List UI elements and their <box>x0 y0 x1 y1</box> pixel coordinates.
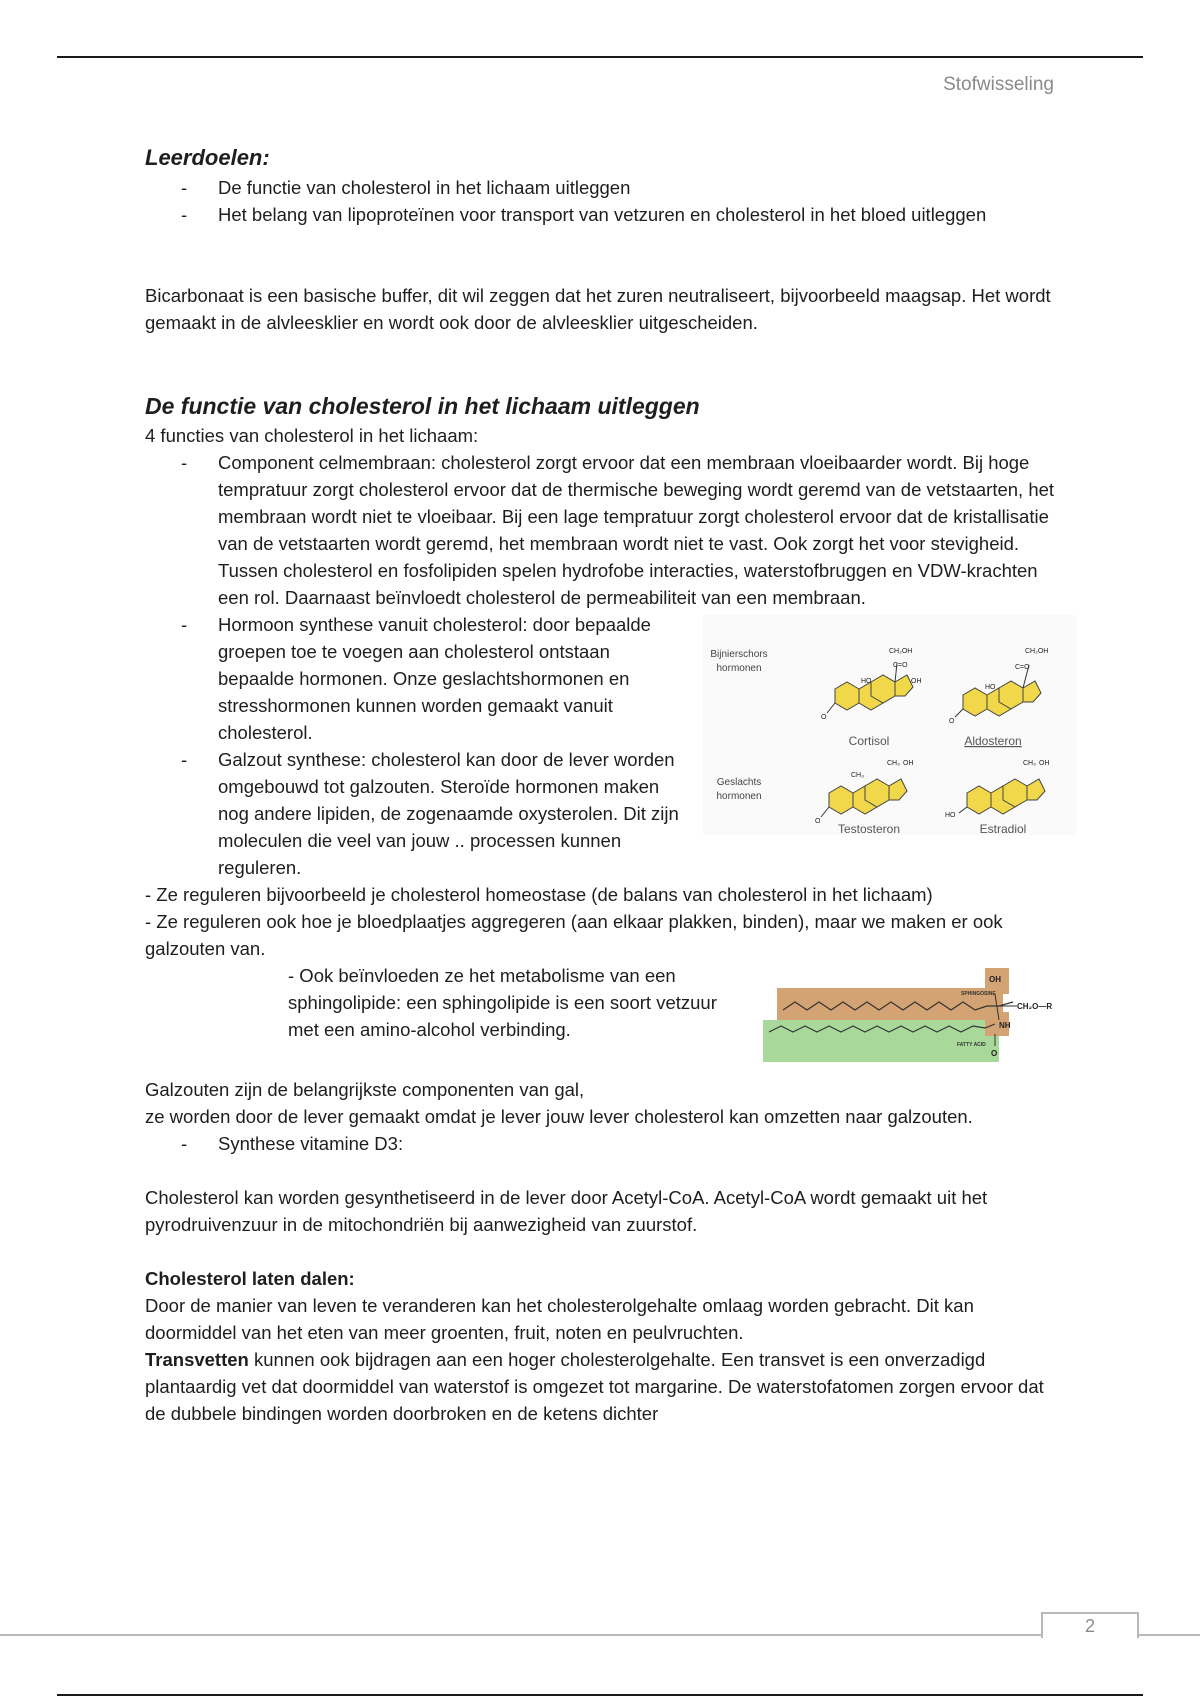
label-ch3: CH₃ <box>1023 760 1036 767</box>
function-bile-salt <box>145 746 1065 881</box>
label-ch3: CH₃ <box>887 760 900 767</box>
trans-fat-paragraph <box>145 1346 1065 1427</box>
label-oh: OH <box>1039 760 1050 767</box>
label-ch2oh: CH₂OH <box>889 648 913 655</box>
oxysterol-note-3-block <box>288 962 1065 1058</box>
learning-goals-title: Leerdoelen: <box>145 145 270 170</box>
section-intro: 4 functies van cholesterol in het lichaam: <box>145 425 479 446</box>
group-label: hormonen <box>716 663 762 674</box>
lowering-paragraph: Door de manier van leven te veranderen kan het cholesterolgehalte omlaag worden gebracht. Dit kan doormiddel van het eten van meer groenten, fruit, noten en peulvruchten. <box>145 1295 974 1343</box>
cholesterol-functions-list-continued <box>145 1130 1065 1157</box>
learning-goals-list <box>145 174 1065 228</box>
group-label: hormonen <box>716 791 762 802</box>
label-nh: NH <box>999 1021 1011 1030</box>
running-header: Stofwisseling <box>943 74 1054 95</box>
label-co: C=O <box>893 662 908 669</box>
label-oh: OH <box>989 975 1001 984</box>
group-label: Geslachts <box>716 777 762 788</box>
bile-salts-line-2: ze worden door de lever gemaakt omdat je lever jouw lever cholesterol kan omzetten naar galzouten. <box>145 1106 973 1127</box>
label-oh: OH <box>911 678 922 685</box>
hormone-name: Cortisol <box>848 734 890 748</box>
label-ho: HO <box>861 678 872 685</box>
footer-rule-left <box>0 1634 1043 1636</box>
label-ho: HO <box>985 684 996 691</box>
hormone-name: Estradiol <box>979 822 1027 835</box>
function-hormone-text: Hormoon synthese vanuit cholesterol: door bepaalde groepen toe te voegen aan cholesterol ontstaan bepaalde hormonen. Onze geslachtshormonen en stresshormonen kunnen worden gemaakt vanuit cholesterol. <box>218 614 651 743</box>
top-page-rule <box>57 56 1143 58</box>
sphingolipid-figure <box>763 966 1081 1072</box>
label-o: O <box>949 718 955 725</box>
lowering-title: Cholesterol laten dalen: <box>145 1268 355 1289</box>
label-ch2or: CH₂O—R <box>1017 1002 1053 1011</box>
oxysterol-note-2: - Ze reguleren ook hoe je bloedplaatjes aggregeren (aan elkaar plakken, binden), maar we maken er ook galzouten van. <box>145 911 1003 959</box>
bile-salts-line-1: Galzouten zijn de belangrijkste componenten van gal, <box>145 1079 585 1100</box>
function-vitamin-d3: - Synthese vitamine D3: <box>145 1130 1065 1157</box>
oxysterol-note-3: - Ook beïnvloeden ze het metabolisme van een sphingolipide: een sphingolipide is een soort vetzuur met een amino-alcohol verbinding. <box>288 965 717 1040</box>
group-label: - Bijnierschors <box>710 649 768 660</box>
acetyl-coa-paragraph: Cholesterol kan worden gesynthetiseerd in de lever door Acetyl-CoA. Acetyl-CoA wordt gemaakt uit het pyrodruivenzuur in de mitochondriën bij aanwezigheid van zuurstof. <box>145 1187 988 1235</box>
label-co: C=O <box>1015 664 1030 671</box>
page-content <box>145 142 1065 1427</box>
label-o: O <box>991 1049 998 1058</box>
trans-fat-term: Transvetten <box>145 1349 249 1370</box>
learning-goal-item: - Het belang van lipoproteïnen voor transport van vetzuren en cholesterol in het bloed uitleggen <box>145 201 1065 228</box>
function-bile-salt-text: Galzout synthese: cholesterol kan door de lever worden omgebouwd tot galzouten. Steroïde hormonen maken nog andere lipiden, de zogenaamde oxysterolen. Dit zijn moleculen die veel van jouw .. processen kunnen reguleren. <box>218 749 679 878</box>
label-ch2oh: CH₂OH <box>1025 648 1049 655</box>
learning-goal-item: - De functie van cholesterol in het lichaam uitleggen <box>145 174 1065 201</box>
cholesterol-functions-list <box>145 449 1065 881</box>
hormone-name: Aldosteron <box>964 734 1022 748</box>
label-oh: OH <box>903 760 914 767</box>
label-o: O <box>815 818 821 825</box>
footer-rule-right <box>1137 1634 1200 1636</box>
label-o: O <box>821 714 827 721</box>
section-title: De functie van cholesterol in het lichaam uitleggen <box>145 393 700 419</box>
bottom-page-rule <box>57 1694 1143 1696</box>
label-ho: HO <box>945 812 956 819</box>
label-ch3: CH₃ <box>851 772 864 779</box>
fatty-acid-band <box>763 1020 999 1062</box>
page-number: 2 <box>1041 1612 1139 1638</box>
band-label-fatty-acid: FATTY ACID <box>957 1042 986 1048</box>
band-label-sphingosine: SPHINGOSINE <box>961 991 996 997</box>
hormone-name: Testosteron <box>837 822 901 835</box>
bicarbonate-paragraph: Bicarbonaat is een basische buffer, dit wil zeggen dat het zuren neutraliseert, bijvoorbeeld maagsap. Het wordt gemaakt in de alvleesklier en wordt ook door de alvleesklier uitgescheiden. <box>145 285 1051 333</box>
function-membrane: - Component celmembraan: cholesterol zorgt ervoor dat een membraan vloeibaarder wordt. Bij hoge tempratuur zorgt cholesterol ervoor dat de thermische beweging wordt geremd van de vetstaarten, het membraan wordt niet te vloeibaar. Bij een lage tempratuur zorgt cholesterol ervoor dat de kristallisatie van de vetstaarten wordt geremd, het membraan wordt niet te vast. Ook zorgt het voor stevigheid. Tussen cholesterol en fosfolipiden spelen hydrofobe interacties, waterstofbruggen en VDW-krachten een rol. Daarnaast beïnvloedt cholesterol de permeabiliteit van een membraan. <box>145 449 1065 611</box>
trans-fat-text: kunnen ook bijdragen aan een hoger cholesterolgehalte. Een transvet is een onverzadigd plantaardig vet dat doormiddel van waterstof is omgezet tot margarine. De waterstofatomen zorgen ervoor dat de dubbele bindingen worden doorbroken en de ketens dichter <box>145 1349 1044 1424</box>
oxysterol-note-1: - Ze reguleren bijvoorbeeld je cholesterol homeostase (de balans van cholesterol in het lichaam) <box>145 884 933 905</box>
